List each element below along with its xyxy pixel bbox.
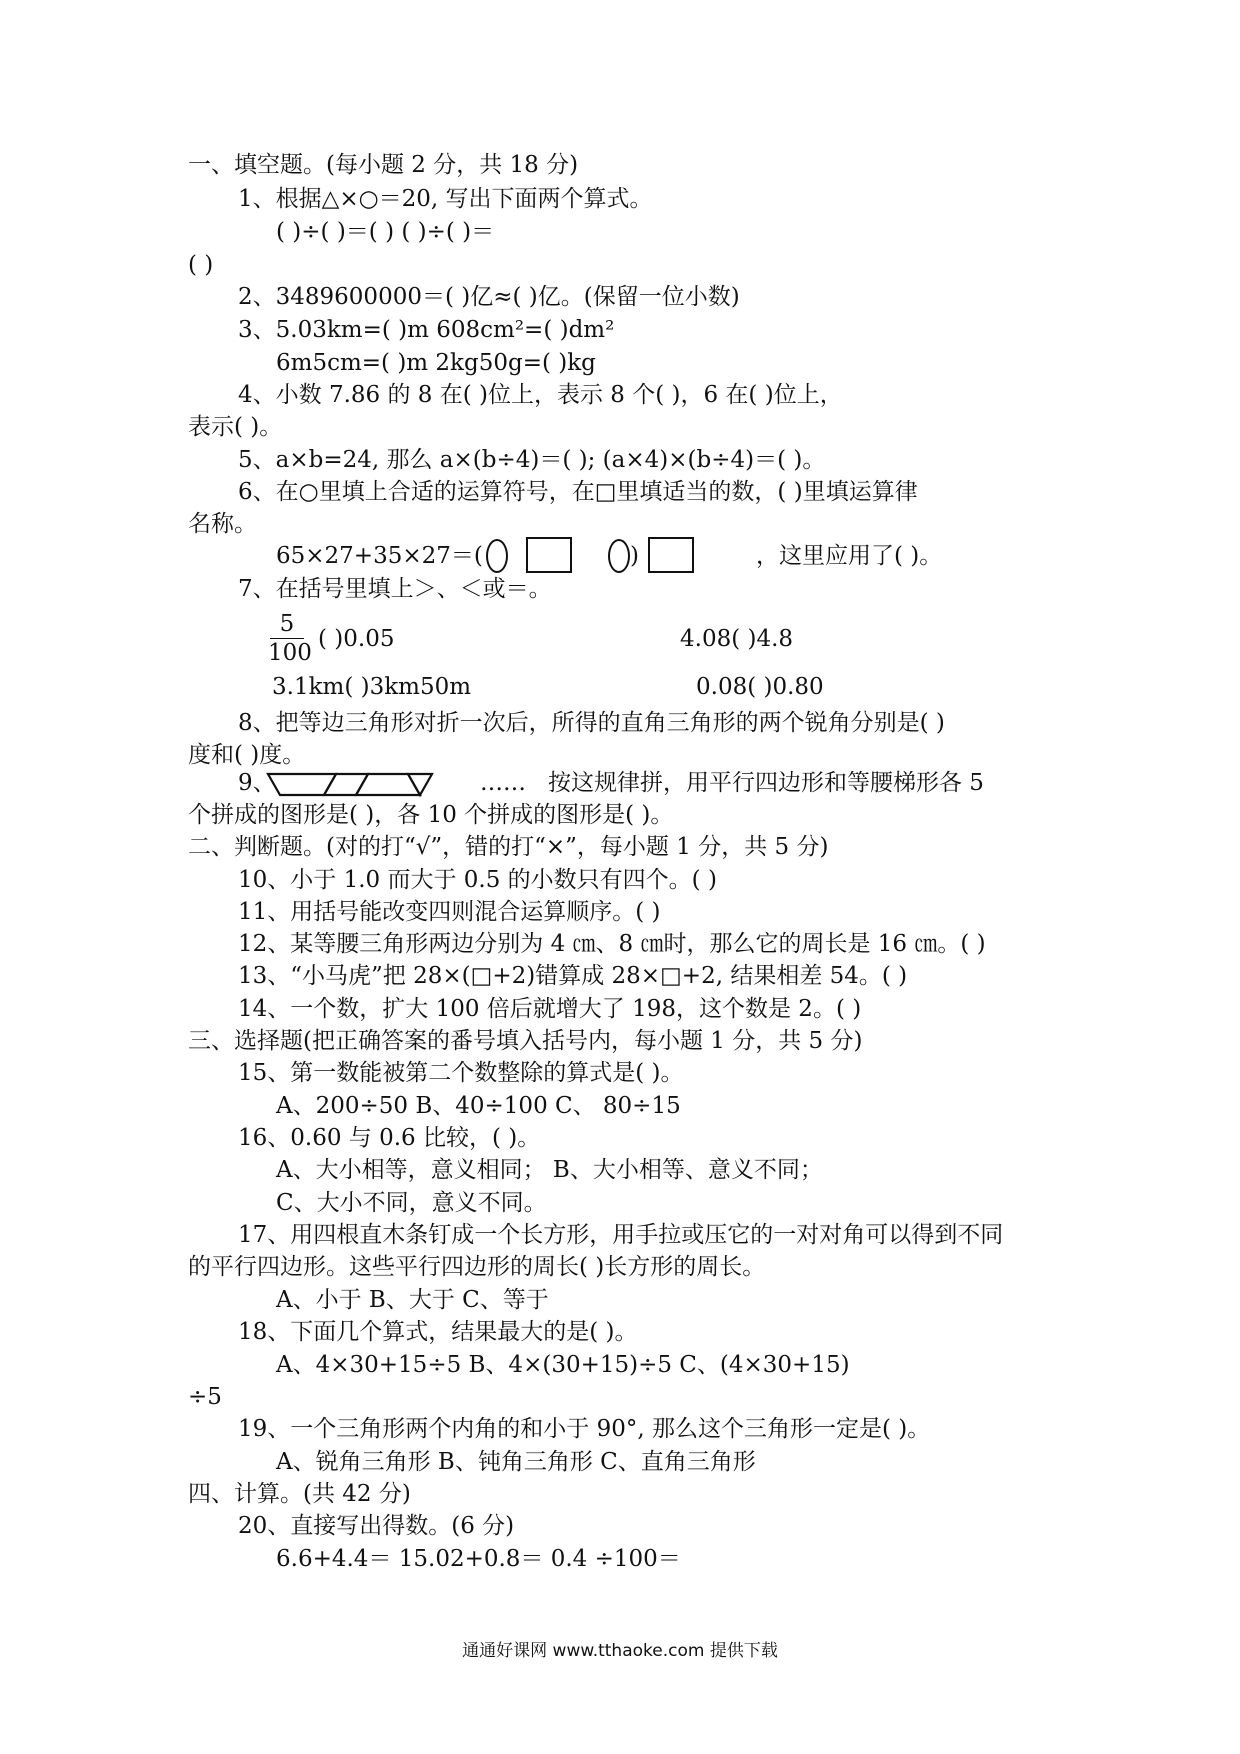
text-line: A、4×30+15÷5 B、4×(30+15)÷5 C、(4×30+15) [276, 1352, 850, 1378]
text-line: ( )÷( )＝( ) ( )÷( )＝ [276, 219, 495, 245]
footer: 通通好课网 www.tthaoke.com 提供下载 [462, 1641, 778, 1661]
text-line: 四、计算。(共 42 分) [188, 1481, 411, 1507]
q6-tail: ，这里应用了( )。 [756, 543, 943, 569]
text-line: C、大小不同，意义不同。 [276, 1190, 547, 1216]
q9-number: 9、 [238, 770, 276, 796]
text-line: 65×27+35×27＝( [276, 543, 483, 569]
text-line: 8、把等边三角形对折一次后，所得的直角三角形的两个锐角分别是( ) [238, 710, 945, 736]
fraction-denominator: 100 [268, 640, 312, 666]
text-line: 6.6+4.4＝ 15.02+0.8＝ 0.4 ÷100＝ [276, 1546, 681, 1572]
text-line: A、锐角三角形 B、钝角三角形 C、直角三角形 [276, 1449, 756, 1475]
parallelogram-trapezoid-pattern [266, 772, 436, 798]
text-line: 14、一个数，扩大 100 倍后就增大了 198，这个数是 2。( ) [238, 996, 862, 1022]
square-placeholder-2 [648, 537, 694, 573]
text-line: 三、选择题(把正确答案的番号填入括号内，每小题 1 分，共 5 分) [188, 1028, 863, 1054]
text-line: 2、3489600000＝( )亿≈( )亿。(保留一位小数) [238, 284, 740, 310]
text-line: 一、填空题。(每小题 2 分，共 18 分) [188, 152, 579, 178]
square-placeholder-1 [526, 537, 572, 573]
q7-compare-d: 0.08( )0.80 [696, 674, 824, 700]
text-line: 20、直接写出得数。(6 分) [238, 1513, 515, 1539]
text-line: 名称。 [188, 511, 257, 537]
text-line: A、200÷50 B、40÷100 C、 80÷15 [276, 1093, 681, 1119]
text-line: 16、0.60 与 0.6 比较，( )。 [238, 1125, 541, 1151]
text-line: 5、a×b=24, 那么 a×(b÷4)＝( ); (a×4)×(b÷4)＝( )。 [238, 447, 826, 473]
text-line: 表示( )。 [188, 414, 283, 440]
text-line: 6、在○里填上合适的运算符号，在□里填适当的数，( )里填运算律 [238, 479, 918, 505]
q9-text: 按这规律拼，用平行四边形和等腰梯形各 5 [548, 770, 984, 796]
q7-compare-a: ( )0.05 [318, 626, 395, 652]
text-line: A、大小相等，意义相同； B、大小相等、意义不同； [276, 1157, 823, 1183]
text-line: A、小于 B、大于 C、等于 [276, 1287, 549, 1313]
q9-ellipsis: …… [480, 770, 526, 796]
text-line: 15、第一数能被第二个数整除的算式是( )。 [238, 1060, 684, 1086]
text-line: 13、“小马虎”把 28×(□+2)错算成 28×□+2, 结果相差 54。( ) [238, 963, 908, 989]
text-line: 1、根据△×○＝20, 写出下面两个算式。 [238, 186, 653, 212]
fraction-5-100 [268, 610, 312, 667]
oval-placeholder-2 [608, 539, 630, 573]
text-line: 二、判断题。(对的打“√”，错的打“×”，每小题 1 分，共 5 分) [188, 834, 829, 860]
text-line: 10、小于 1.0 而大于 0.5 的小数只有四个。( ) [238, 867, 717, 893]
text-line: 12、某等腰三角形两边分别为 4 ㎝、8 ㎝时，那么它的周长是 16 ㎝。( ) [238, 931, 986, 957]
text-line: 11、用括号能改变四则混合运算顺序。( ) [238, 899, 661, 925]
text-line: 的平行四边形。这些平行四边形的周长( )长方形的周长。 [188, 1254, 766, 1280]
text-line: 7、在括号里填上＞、＜或＝。 [238, 576, 552, 602]
text-line: 6m5cm=( )m 2kg50g=( )kg [276, 350, 596, 376]
text-line: 4、小数 7.86 的 8 在( )位上，表示 8 个( )，6 在( )位上， [238, 382, 843, 408]
text-line: 3、5.03km=( )m 608cm²=( )dm² [238, 317, 615, 343]
text-line: ÷5 [188, 1384, 222, 1410]
text-line: 度和( )度。 [188, 742, 306, 768]
fraction-bar [270, 638, 304, 639]
text-line: 18、下面几个算式，结果最大的是( )。 [238, 1319, 638, 1345]
text-line: 17、用四根直木条钉成一个长方形，用手拉或压它的一对对角可以得到不同 [238, 1222, 1004, 1248]
q7-compare-c: 3.1km( )3km50m [272, 674, 472, 700]
fraction-numerator: 5 [279, 611, 295, 637]
text-line: 个拼成的图形是( )，各 10 个拼成的图形是( )。 [188, 802, 674, 828]
oval-placeholder-1 [486, 539, 508, 573]
text-line: ( ) [188, 252, 214, 278]
text-line: 19、一个三角形两个内角的和小于 90°, 那么这个三角形一定是( )。 [238, 1416, 931, 1442]
q6-paren: ) [630, 543, 639, 569]
q7-compare-b: 4.08( )4.8 [680, 626, 794, 652]
